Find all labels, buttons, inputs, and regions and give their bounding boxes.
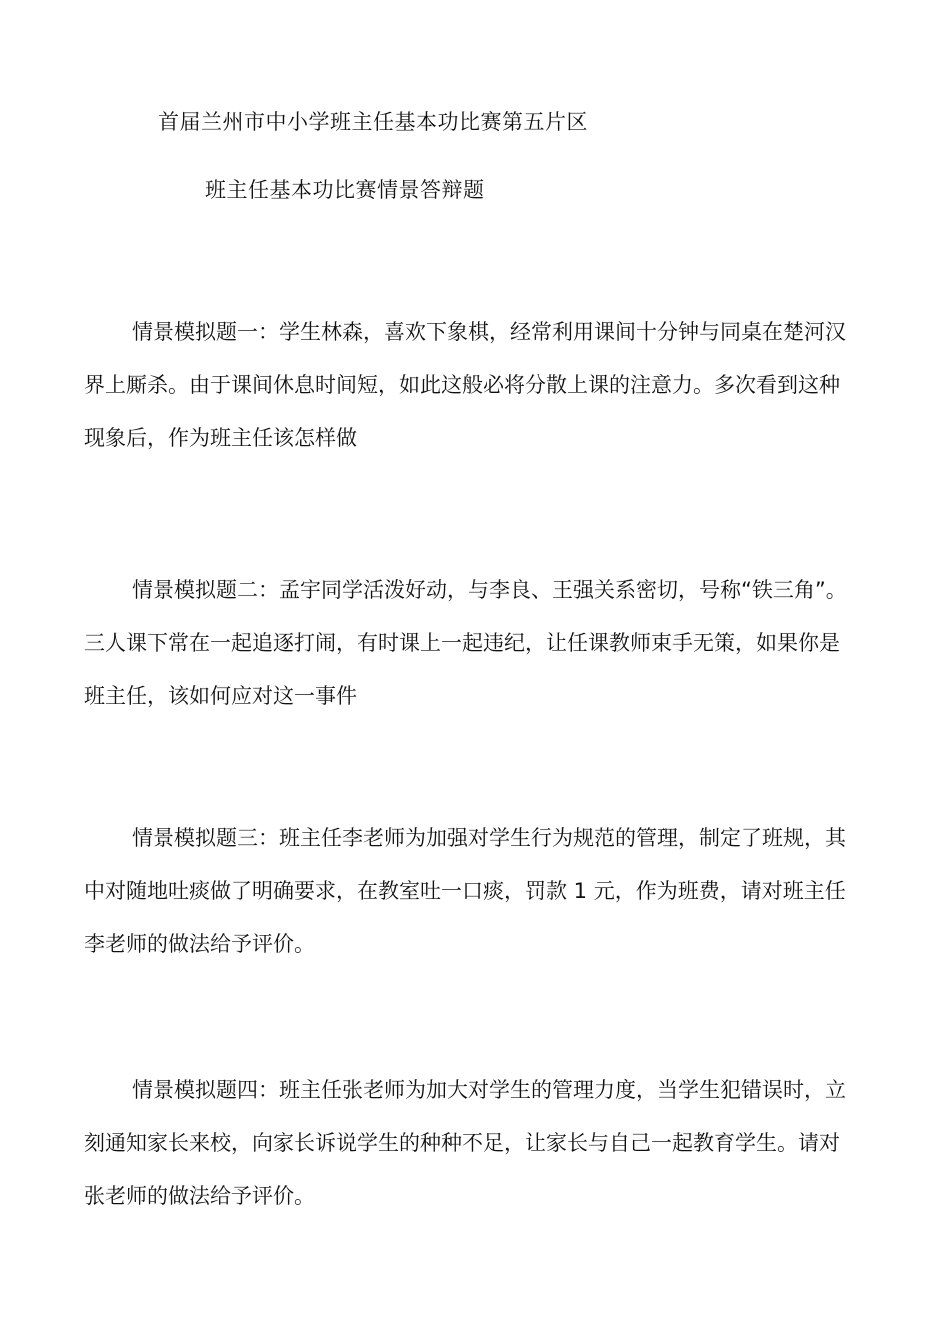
question-3 <box>84 812 884 971</box>
question-4-line-3: 张老师的做法给予评价。 <box>84 1184 315 1208</box>
question-1-line-2: 界上厮杀。由于课间休息时间短，如此这般必将分散上课的注意力。多次看到这种 <box>84 373 840 397</box>
question-2-line-2: 三人课下常在一起追逐打闹，有时课上一起违纪，让任课教师束手无策，如果你是 <box>84 631 840 655</box>
question-1-line-1: 情景模拟题一：学生林森，喜欢下象棋，经常利用课间十分钟与同桌在楚河汉 <box>132 320 846 344</box>
question-4 <box>84 1064 884 1223</box>
question-4-line-2: 刻通知家长来校，向家长诉说学生的种种不足，让家长与自己一起教育学生。请对 <box>84 1131 840 1155</box>
question-2-line-1: 情景模拟题二：孟宇同学活泼好动，与李良、王强关系密切，号称“铁三角”。 <box>132 578 847 602</box>
question-3-line-2: 中对随地吐痰做了明确要求，在教室吐一口痰，罚款 1 元，作为班费，请对班主任 <box>84 879 846 903</box>
question-1-line-3: 现象后，作为班主任该怎样做 <box>84 426 357 450</box>
document-subtitle: 班主任基本功比赛情景答辩题 <box>205 178 485 202</box>
question-2-line-3: 班主任，该如何应对这一事件 <box>84 684 357 708</box>
question-4-line-1: 情景模拟题四：班主任张老师为加大对学生的管理力度，当学生犯错误时，立 <box>132 1078 846 1102</box>
document-title: 首届兰州市中小学班主任基本功比赛第五片区 <box>158 110 588 134</box>
question-1 <box>84 306 884 465</box>
question-3-line-3: 李老师的做法给予评价。 <box>84 932 315 956</box>
question-2 <box>84 564 884 723</box>
question-3-line-1: 情景模拟题三：班主任李老师为加强对学生行为规范的管理，制定了班规，其 <box>132 826 846 850</box>
